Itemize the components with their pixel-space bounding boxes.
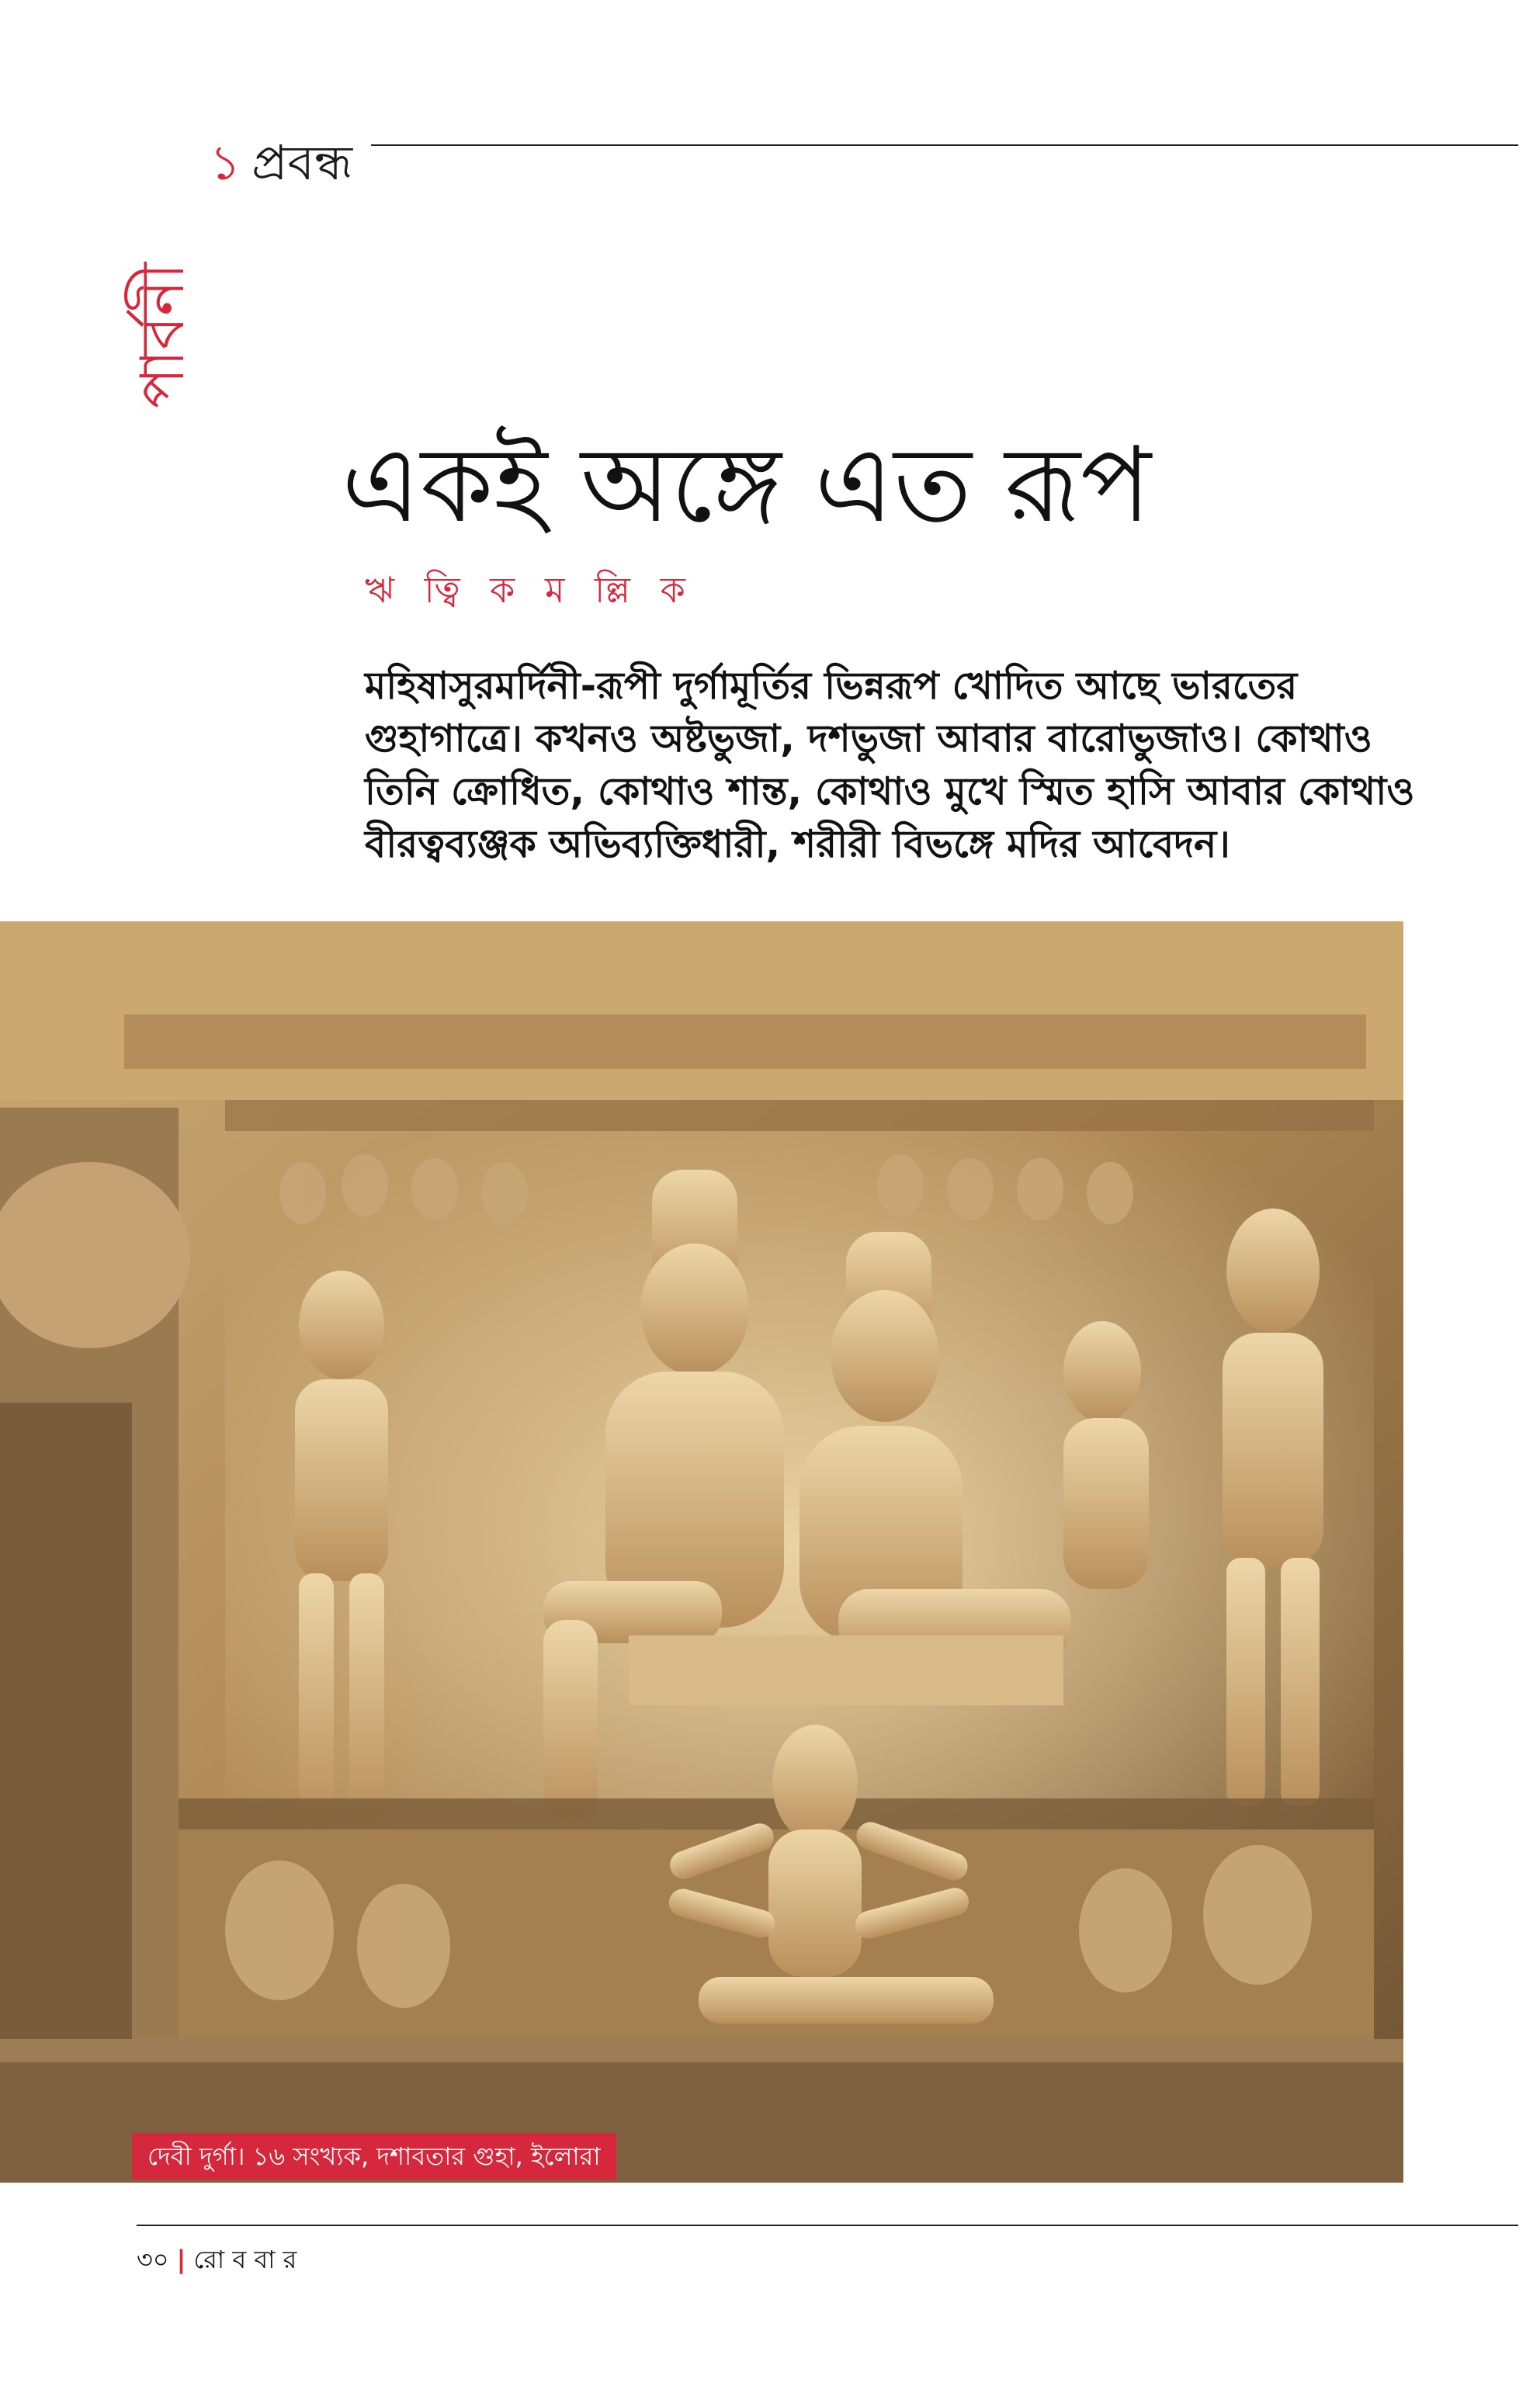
section-number: ১ bbox=[210, 134, 241, 191]
page-number: ৩০ bbox=[137, 2245, 169, 2274]
section-name: পাৰ্বনী bbox=[128, 262, 198, 408]
article-author: ঋ ত্বি ক ম ল্লি ক bbox=[365, 569, 695, 611]
cave-sculpture-photo bbox=[0, 921, 1403, 2183]
section-vertical-label bbox=[116, 160, 210, 408]
folio-separator: | bbox=[176, 2245, 186, 2274]
article-lede: মহিষাসুরমর্দিনী-রূপী দুর্গামূর্তির ভিন্নরূপ খোদিত আছে ভারতের গুহাগাত্রে। কখনও অষ্টভুজা, দশভুজা আবার বারোভুজাও। কোথাও তিনি ক্রোধিত, কোথাও শান্ত, কোথাও মুখে স্মিত হাসি আবার কোথাও বীরত্বব্যঞ্জক অভিব্যক্তিধারী, শরীরী বিভঙ্গে মদির আবেদন। bbox=[365, 664, 1415, 866]
section-title: প্রবন্ধ bbox=[251, 134, 353, 191]
header-rule bbox=[371, 144, 1518, 146]
footer-rule bbox=[137, 2225, 1518, 2226]
page-folio bbox=[137, 2240, 297, 2279]
section-heading bbox=[210, 132, 352, 194]
photo-caption: দেবী দুর্গা। ১৬ সংখ্যক, দশাবতার গুহা, ইলোরা bbox=[132, 2133, 616, 2180]
article-title: একই অঙ্গে এত রূপ bbox=[342, 425, 1151, 546]
cave-sculpture-illustration bbox=[0, 921, 1403, 2183]
publication-name: রো ব বা র bbox=[193, 2245, 297, 2274]
